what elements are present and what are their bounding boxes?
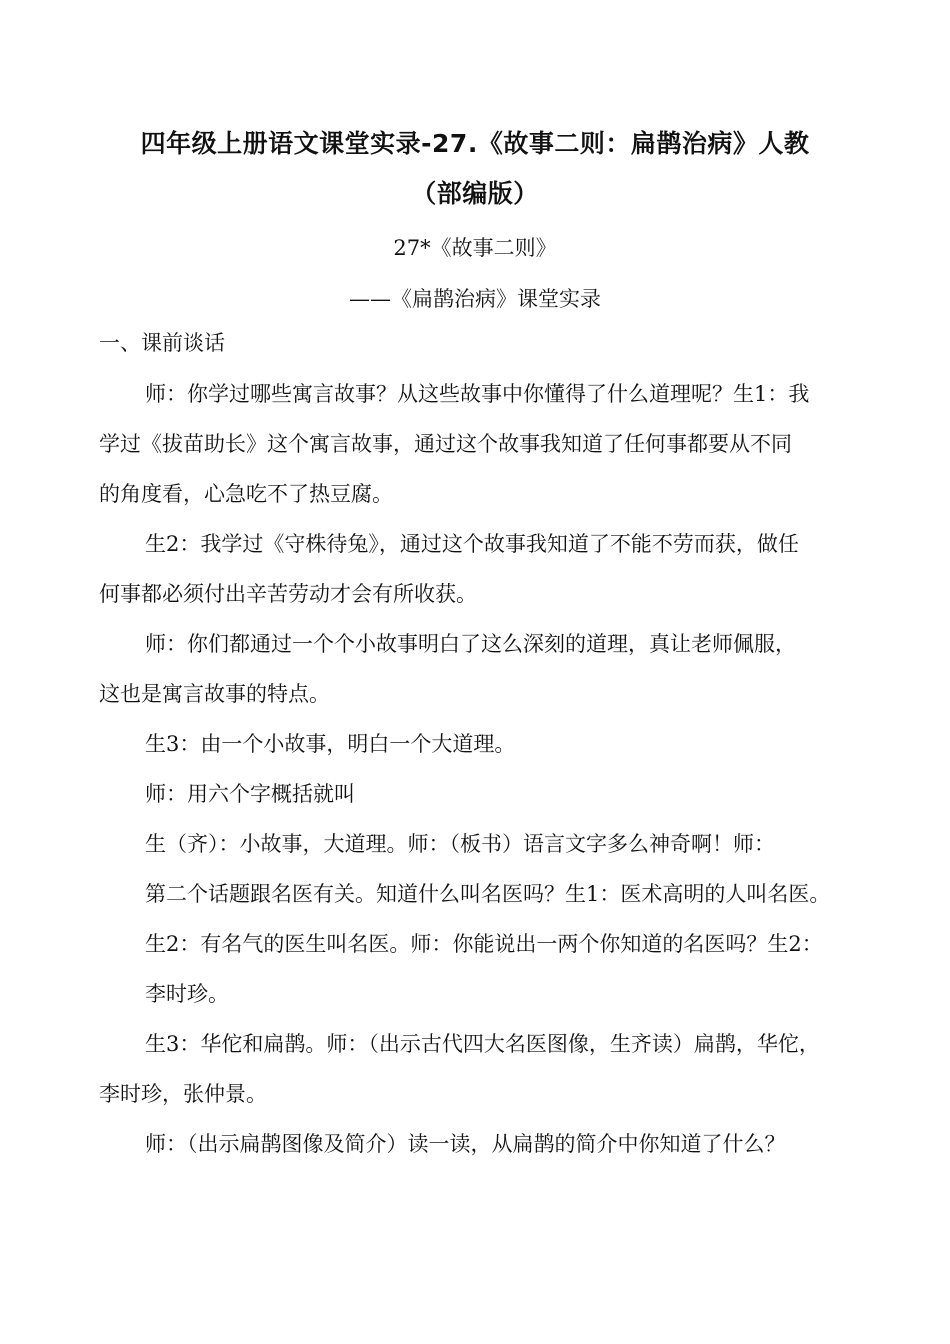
paragraph-line: 第二个话题跟名医有关。知道什么叫名医吗？生1：医术高明的人叫名医。 (145, 882, 831, 906)
paragraph-line: 的角度看，心急吃不了热豆腐。 (99, 482, 393, 506)
paragraph-line: 学过《拔苗助长》这个寓言故事，通过这个故事我知道了任何事都要从不同 (99, 432, 792, 456)
paragraph-line: 师：（出示扁鹊图像及简介）读一读，从扁鹊的简介中你知道了什么？ (145, 1132, 786, 1156)
paragraph-line: 生3：华佗和扁鹊。师：（出示古代四大名医图像，生齐读）扁鹊，华佗， (145, 1032, 820, 1056)
paragraph-line: 师：你们都通过一个个小故事明白了这么深刻的道理，真让老师佩服， (145, 632, 796, 656)
paragraph-line: 李时珍，张仲景。 (99, 1082, 267, 1106)
paragraph-line: 这也是寓言故事的特点。 (99, 682, 330, 706)
paragraph-line: 生2：我学过《守株待兔》，通过这个故事我知道了不能不劳而获，做任 (145, 532, 799, 556)
document-title-line-2: （部编版） (411, 179, 539, 208)
paragraph-line: 师：用六个字概括就叫 (145, 782, 355, 806)
paragraph-line: 李时珍。 (145, 982, 229, 1006)
lesson-subtitle: 27*《故事二则》 (393, 236, 557, 260)
document-title-line-1: 四年级上册语文课堂实录-27.《故事二则：扁鹊治病》人教 (140, 129, 810, 158)
paragraph-line: 生（齐）：小故事，大道理。师：（板书）语言文字多么神奇啊！师： (145, 832, 775, 856)
paragraph-line: 何事都必须付出辛苦劳动才会有所收获。 (99, 582, 477, 606)
lesson-subtitle-2: ——《扁鹊治病》课堂实录 (349, 287, 601, 311)
paragraph-line: 生2：有名气的医生叫名医。师：你能说出一两个你知道的名医吗？生2： (145, 932, 823, 956)
paragraph-line: 生3：由一个小故事，明白一个大道理。 (145, 732, 516, 756)
paragraph-line: 师：你学过哪些寓言故事？从这些故事中你懂得了什么道理呢？生1：我 (145, 382, 810, 406)
section-heading: 一、课前谈话 (99, 331, 225, 355)
